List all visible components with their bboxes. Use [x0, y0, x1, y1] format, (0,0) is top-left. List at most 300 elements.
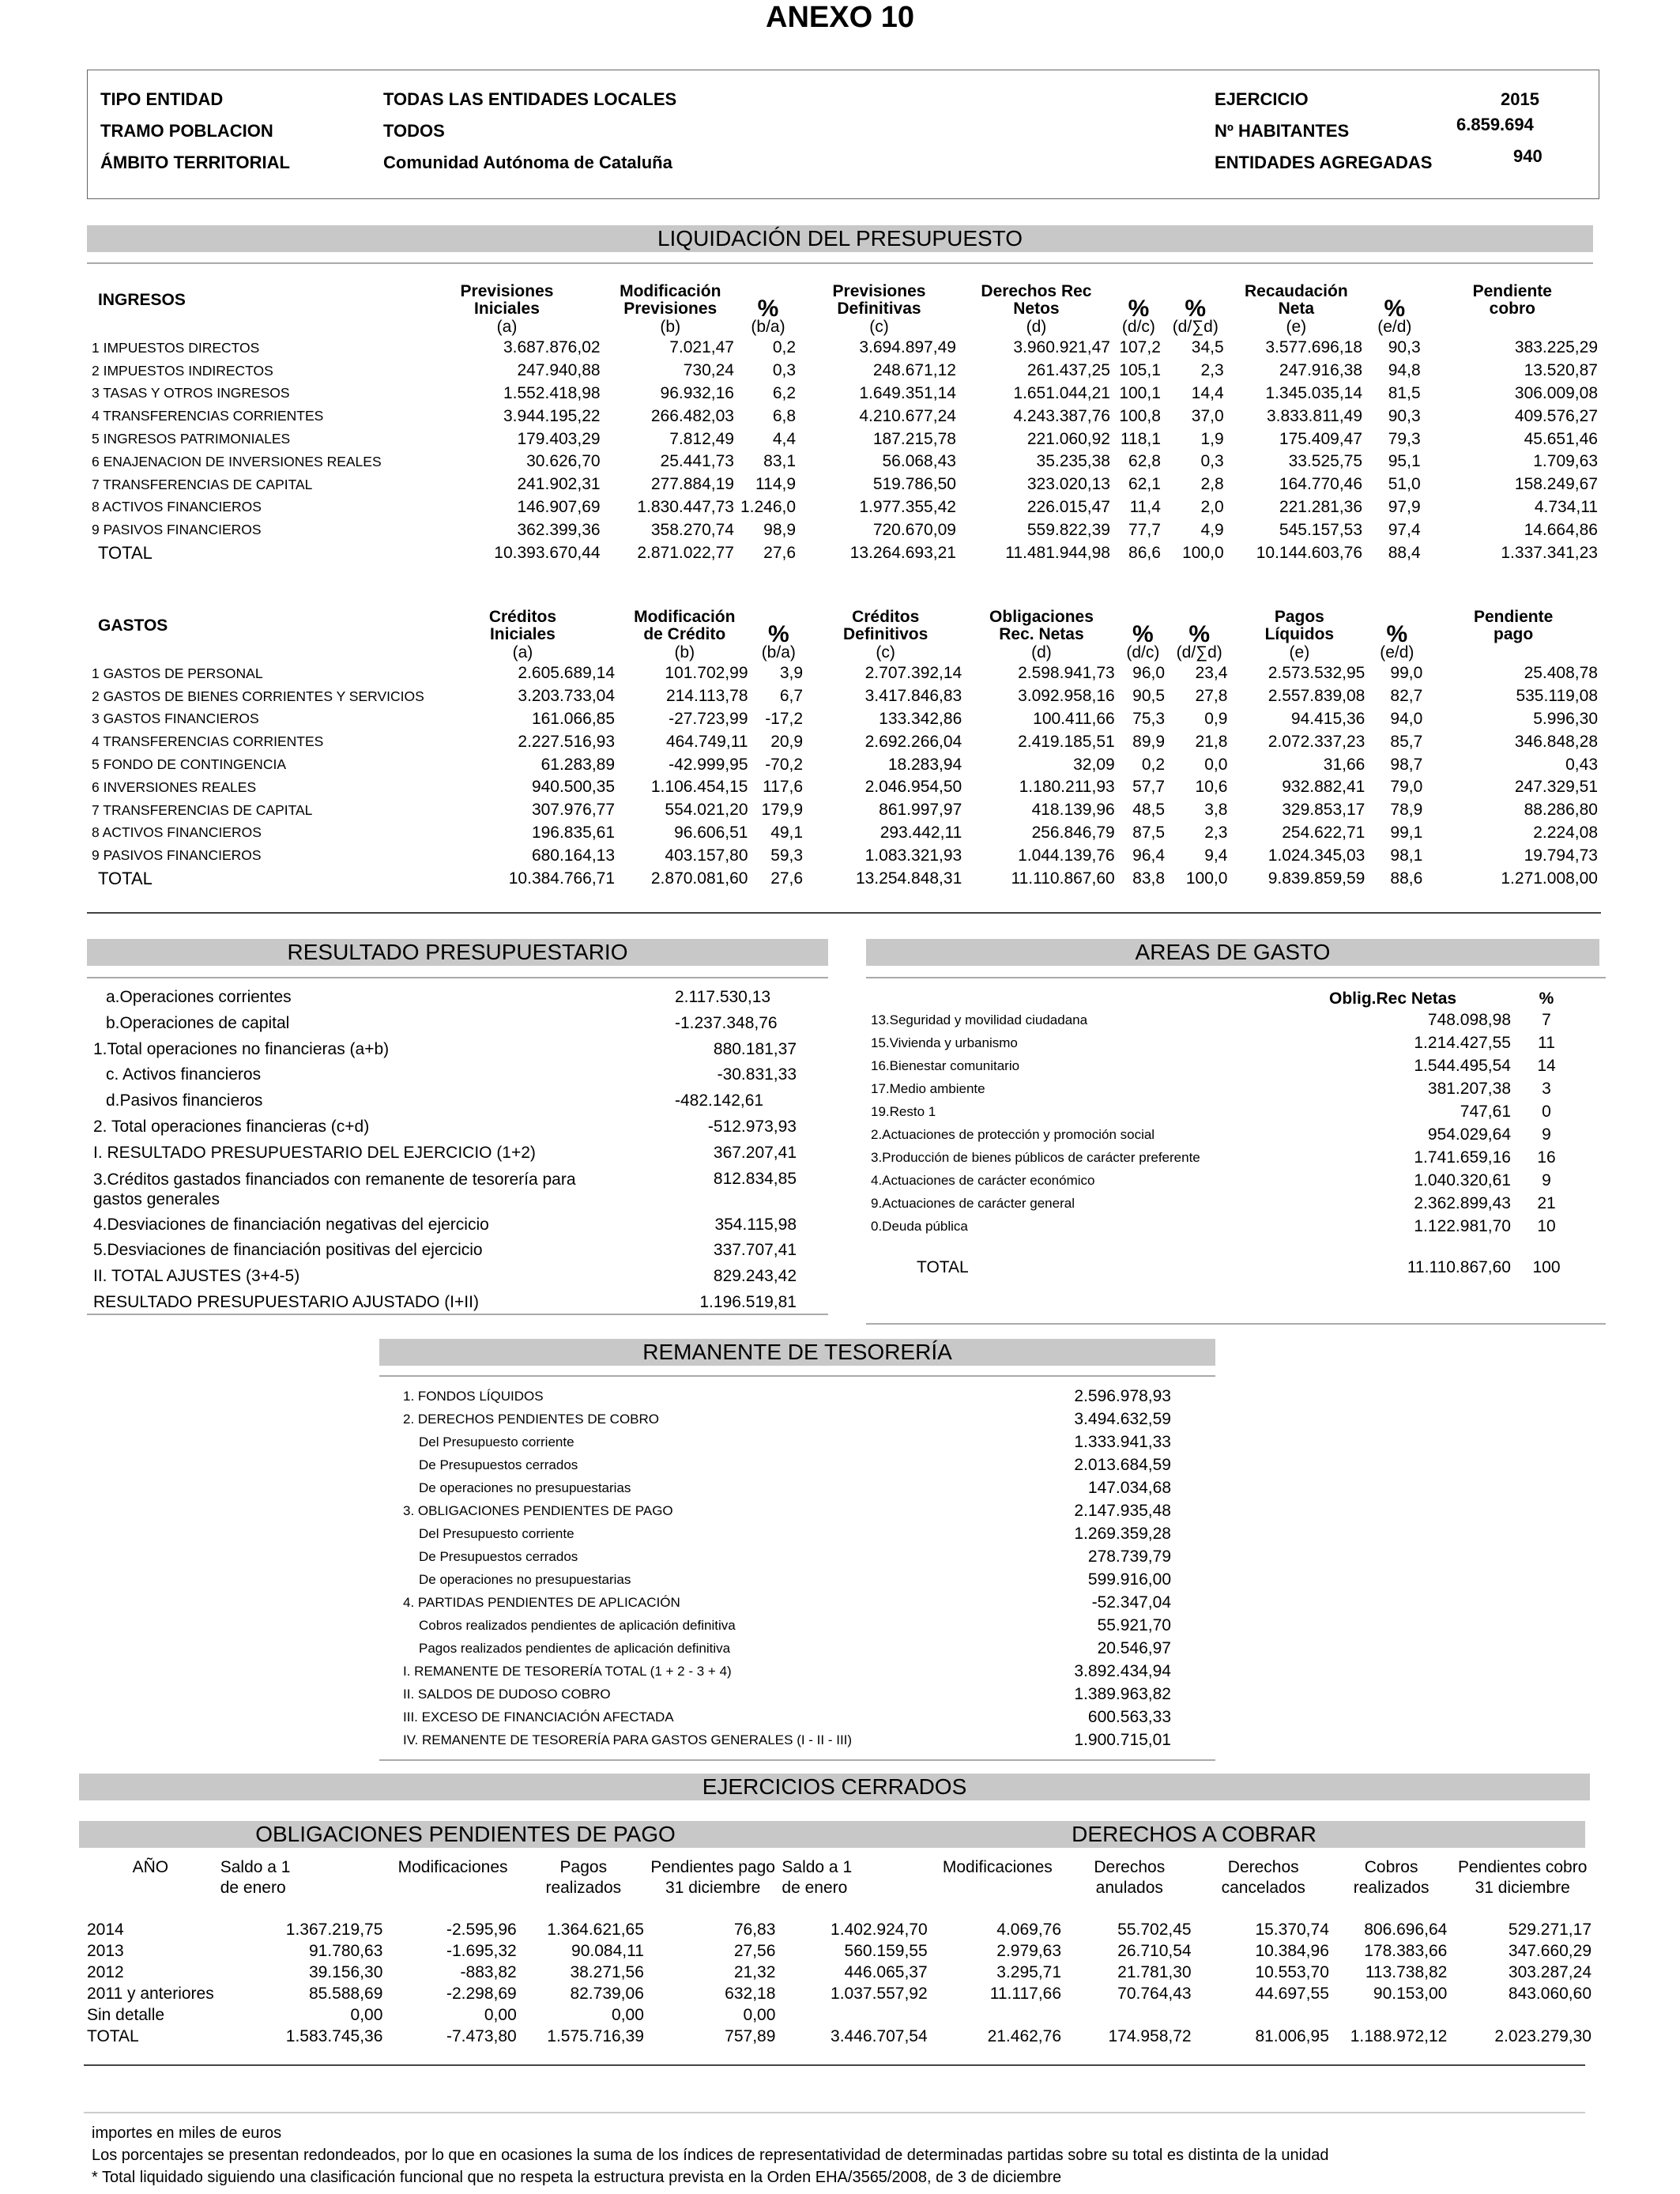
cell-value: 98,1: [1390, 846, 1423, 865]
resultado-row: [90, 1241, 828, 1267]
resultado-label: 4.Desviaciones de financiación negativas del ejercicio: [93, 1215, 489, 1234]
cell-value: 529.271,17: [1508, 1920, 1591, 1939]
areas-title-bar: [866, 939, 1599, 966]
total-row: [87, 541, 1601, 564]
cell-value: -42.999,95: [669, 755, 748, 774]
table-row: [87, 685, 1601, 708]
cell-value: 247.940,88: [517, 361, 601, 380]
spacer-cell: [87, 643, 428, 662]
year-label: 2013: [87, 1941, 124, 1960]
table-row: [84, 1983, 1595, 2004]
cell-value: 1.246,0: [740, 497, 797, 516]
row-label: 9 PASIVOS FINANCIEROS: [92, 522, 262, 538]
cell-value: 4,4: [772, 429, 797, 448]
cell-value: 940.500,35: [531, 778, 616, 797]
remanente-value: 2.147.935,48: [1074, 1501, 1171, 1520]
cell-value: 118,1: [1120, 429, 1161, 448]
area-pct: 3: [1542, 1079, 1551, 1098]
area-total-label: TOTAL: [917, 1258, 969, 1276]
table-row: [87, 518, 1601, 541]
cell-value: 90,5: [1132, 687, 1166, 706]
cell-value: 98,9: [763, 520, 797, 539]
row-label: 7 TRANSFERENCIAS DE CAPITAL: [92, 801, 313, 818]
cell-value: 1.830.447,73: [637, 497, 734, 516]
footer-note-1: importes en miles de euros: [92, 2124, 282, 2142]
cell-value: 1.180.211,93: [1019, 778, 1115, 797]
cell-value: 2,3: [1204, 823, 1228, 842]
cell-value: 3.944.195,22: [503, 406, 601, 425]
cell-value: 329.853,17: [1282, 801, 1365, 820]
column-header: Pendientes cobro 31 diciembre: [1457, 1858, 1588, 1897]
resultado-value: 880.181,37: [713, 1039, 797, 1058]
column-header: %: [1386, 621, 1408, 647]
cell-value: 2.605.689,14: [518, 664, 616, 683]
row-label: 2 GASTOS DE BIENES CORRIENTES Y SERVICIOS: [92, 688, 424, 704]
cell-value: 94,0: [1390, 709, 1423, 728]
column-header: Previsiones Definitivas: [832, 282, 926, 318]
entidades-label: ENTIDADES AGREGADAS: [1215, 153, 1433, 172]
remanente-label: IV. REMANENTE DE TESORERÍA PARA GASTOS GENERALES (I - II - III): [403, 1732, 853, 1747]
cell-value: 4.243.387,76: [1013, 406, 1110, 425]
divider: [84, 2064, 1585, 2066]
cell-value: 77,7: [1128, 520, 1161, 539]
year-label: 2014: [87, 1920, 124, 1939]
row-label: 4 TRANSFERENCIAS CORRIENTES: [92, 733, 324, 750]
column-letter: [1424, 318, 1601, 337]
areas-table: [868, 990, 1579, 1277]
resultado-value: -482.142,61: [675, 1091, 764, 1110]
table-row: [87, 730, 1601, 753]
column-letter: (e): [1286, 318, 1307, 336]
table-row: [87, 496, 1601, 519]
cell-value: 38.271,56: [570, 1962, 644, 1981]
header-box: [87, 70, 1599, 199]
cell-value: 535.119,08: [1516, 687, 1598, 706]
cell-value: 2.046.954,50: [864, 778, 962, 797]
cell-value: 20,9: [770, 732, 804, 751]
area-value: 2.362.899,43: [1414, 1193, 1511, 1212]
resultado-value: 354.115,98: [714, 1215, 797, 1234]
cell-value: [931, 2004, 1064, 2026]
cell-value: 1.651.044,21: [1013, 383, 1110, 402]
cell-value: 178.383,66: [1364, 1941, 1448, 1960]
remanente-value: 1.900.715,01: [1074, 1730, 1171, 1749]
cell-value: 82,7: [1390, 687, 1423, 706]
area-pct: 10: [1537, 1216, 1556, 1235]
cell-value: 82.739,06: [570, 1984, 644, 2003]
row-label: 7 TRANSFERENCIAS DE CAPITAL: [92, 476, 313, 492]
table-row: [87, 753, 1601, 776]
table-row: [87, 450, 1601, 473]
cell-value: 96.932,16: [660, 383, 734, 402]
cell-value: 0,9: [1204, 709, 1228, 728]
resultado-value: 829.243,42: [713, 1267, 797, 1286]
table-row: [87, 428, 1601, 450]
divider: [87, 1314, 828, 1315]
column-letter: (d/c): [1121, 318, 1155, 336]
cell-value: 117,6: [763, 778, 804, 797]
footer-note-3: * Total liquidado siguiendo una clasificación funcional que no respeta la estructura prevista en la Orden EHA/3565/2008, de 3 de diciembre: [92, 2169, 1062, 2186]
remanente-row: [400, 1614, 1174, 1637]
resultado-value: -30.831,33: [717, 1065, 797, 1084]
column-header: AÑO: [132, 1858, 169, 1876]
resultado-value: 1.196.519,81: [699, 1292, 797, 1311]
resultado-value: 812.834,85: [713, 1169, 797, 1188]
cell-value: 91.780,63: [308, 1941, 383, 1960]
remanente-row: [400, 1545, 1174, 1568]
cell-value: 1.709,63: [1533, 452, 1598, 471]
cell-value: 3.577.696,18: [1265, 338, 1363, 357]
cell-value: 1.402.924,70: [831, 1920, 928, 1939]
remanente-row: [400, 1408, 1174, 1431]
cell-value: 418.139,96: [1031, 801, 1115, 820]
resultado-label: RESULTADO PRESUPUESTARIO AJUSTADO (I+II): [93, 1292, 479, 1311]
cell-value: 179,9: [761, 801, 804, 820]
total-value: 1.271.008,00: [1501, 869, 1598, 888]
column-letter: (a): [512, 643, 533, 662]
cell-value: 33.525,75: [1288, 452, 1363, 471]
cell-value: 11,4: [1129, 497, 1161, 516]
column-header: Modificación de Crédito: [634, 608, 736, 643]
table-row: [87, 799, 1601, 822]
table-row: [87, 473, 1601, 496]
habitantes-label: Nº HABITANTES: [1215, 121, 1350, 141]
ingresos-section-label: INGRESOS: [98, 291, 186, 309]
column-header: Créditos Definitivos: [842, 608, 929, 643]
cell-value: 3.446.707,54: [831, 2026, 928, 2045]
cell-value: 383.225,29: [1514, 338, 1598, 357]
areas-col-value: Oblig.Rec Netas: [1329, 990, 1457, 1008]
cell-value: 98,7: [1390, 755, 1423, 774]
resultado-label: 2. Total operaciones financieras (c+d): [93, 1117, 370, 1136]
cell-value: 1.649.351,14: [859, 383, 956, 402]
cell-value: 347.660,29: [1508, 1941, 1591, 1960]
cell-value: [1332, 2004, 1450, 2026]
cell-value: 31,66: [1323, 755, 1365, 774]
cell-value: 6,7: [779, 687, 804, 706]
column-letter: (d/c): [1126, 643, 1160, 662]
remanente-value: -52.347,04: [1091, 1593, 1171, 1612]
area-row: [868, 1054, 1579, 1077]
cell-value: 226.015,47: [1026, 497, 1110, 516]
area-row: [868, 1169, 1579, 1192]
cell-value: 409.576,27: [1514, 406, 1598, 425]
table-row: [84, 2004, 1595, 2026]
cell-value: 2.707.392,14: [864, 664, 962, 683]
row-label: 3 TASAS Y OTROS INGRESOS: [92, 385, 290, 401]
cell-value: 78,9: [1390, 801, 1423, 820]
cell-value: 0,00: [350, 2005, 383, 2024]
cell-value: 79,3: [1388, 429, 1421, 448]
remanente-value: 599.916,00: [1087, 1570, 1171, 1589]
resultado-value: -512.973,93: [707, 1117, 797, 1136]
cell-value: 4.069,76: [996, 1920, 1062, 1939]
cell-value: [1064, 2004, 1195, 2026]
cell-value: 11.117,66: [989, 1984, 1062, 2003]
total-row: [87, 867, 1601, 890]
cell-value: [1450, 2004, 1595, 2026]
remanente-label: Del Presupuesto corriente: [419, 1525, 574, 1541]
cell-value: 99,1: [1390, 823, 1423, 842]
resultado-row: [90, 1267, 828, 1293]
cell-value: 0,0: [1204, 755, 1228, 774]
habitantes-value: 6.859.694: [1456, 115, 1534, 134]
row-label: 8 ACTIVOS FINANCIEROS: [92, 824, 262, 841]
cell-value: 27,8: [1195, 687, 1228, 706]
area-value: 1.122.981,70: [1414, 1216, 1511, 1235]
remanente-label: 4. PARTIDAS PENDIENTES DE APLICACIÓN: [403, 1594, 680, 1610]
total-value: 10.393.670,44: [494, 543, 601, 562]
cell-value: 247.916,38: [1279, 361, 1363, 380]
cell-value: 0,2: [772, 338, 797, 357]
tipo-entidad-value: TODAS LAS ENTIDADES LOCALES: [383, 89, 677, 109]
remanente-row: [400, 1499, 1174, 1522]
cell-value: 932.882,41: [1282, 778, 1365, 797]
column-letter: (e/d): [1377, 318, 1412, 336]
resultado-label: d.Pasivos financieros: [106, 1091, 263, 1110]
cell-value: -2.298,69: [446, 1984, 517, 2003]
cell-value: 1.575.716,39: [547, 2026, 644, 2045]
remanente-value: 278.739,79: [1087, 1547, 1171, 1566]
cell-value: -27.723,99: [669, 709, 748, 728]
tipo-entidad-label: TIPO ENTIDAD: [100, 89, 224, 109]
cell-value: 4.734,11: [1534, 497, 1598, 516]
cell-value: 35.235,38: [1036, 452, 1110, 471]
obligaciones-title: OBLIGACIONES PENDIENTES DE PAGO: [255, 1822, 676, 1846]
resultado-row: [90, 1040, 828, 1066]
cell-value: [778, 2004, 930, 2026]
column-header: Pendiente pago: [1473, 608, 1554, 643]
remanente-label: Del Presupuesto corriente: [419, 1434, 574, 1449]
cell-value: 96.606,51: [674, 823, 748, 842]
cell-value: 164.770,46: [1279, 475, 1363, 494]
cell-value: 19.794,73: [1524, 846, 1598, 865]
liquidacion-title-bar: [87, 225, 1593, 252]
cell-value: -2.595,96: [446, 1920, 517, 1939]
total-value: 27,6: [763, 543, 797, 562]
cell-value: 79,0: [1390, 778, 1423, 797]
cell-value: 559.822,39: [1026, 520, 1110, 539]
total-value: 2.871.022,77: [637, 543, 734, 562]
cell-value: 57,7: [1132, 778, 1166, 797]
cell-value: 256.846,79: [1031, 823, 1115, 842]
cell-value: -17,2: [765, 709, 804, 728]
divider: [866, 1323, 1606, 1325]
table-row: [87, 405, 1601, 428]
cell-value: 464.749,11: [665, 732, 748, 751]
cell-value: 1.188.972,12: [1350, 2026, 1448, 2045]
remanente-row: [400, 1683, 1174, 1706]
cell-value: 293.442,11: [880, 823, 962, 842]
remanente-label: De Presupuestos cerrados: [419, 1548, 578, 1564]
area-pct: 0: [1542, 1102, 1551, 1121]
cell-value: 161.066,85: [531, 709, 616, 728]
resultado-row: [90, 1065, 828, 1091]
column-letter: (c): [869, 318, 889, 336]
column-header: Recaudación Neta: [1244, 282, 1348, 318]
cell-value: 10,6: [1195, 778, 1228, 797]
resultado-label: 3.Créditos gastados financiados con remanente de tesorería para gastos generales: [93, 1170, 576, 1208]
area-label: 15.Vivienda y urbanismo: [871, 1035, 1018, 1050]
cell-value: 247.329,51: [1514, 778, 1598, 797]
cell-value: -70,2: [765, 755, 804, 774]
cell-value: 4.210.677,24: [859, 406, 956, 425]
cell-value: 49,1: [770, 823, 804, 842]
column-header: %: [1132, 621, 1154, 647]
cell-value: 5.996,30: [1533, 709, 1598, 728]
cell-value: 358.270,74: [650, 520, 734, 539]
column-letter: (b): [660, 318, 681, 336]
cell-value: 75,3: [1132, 709, 1166, 728]
area-total-value: 11.110.867,60: [1407, 1258, 1511, 1276]
cell-value: 4,9: [1200, 520, 1224, 539]
cell-value: 3.295,71: [996, 1962, 1062, 1981]
cell-value: 2.227.516,93: [518, 732, 616, 751]
cell-value: 87,5: [1132, 823, 1166, 842]
ejercicios-title: EJERCICIOS CERRADOS: [702, 1774, 967, 1799]
cell-value: 861.997,97: [879, 801, 962, 820]
cell-value: 105,1: [1119, 361, 1161, 380]
liquidacion-title: LIQUIDACIÓN DEL PRESUPUESTO: [657, 226, 1023, 251]
cell-value: 25.441,73: [660, 452, 734, 471]
total-value: 83,8: [1132, 869, 1166, 888]
cell-value: 146.907,69: [517, 497, 601, 516]
cell-value: 757,89: [725, 2026, 776, 2045]
total-value: 10.384.766,71: [508, 869, 616, 888]
table-row: [87, 844, 1601, 867]
table-row: [87, 383, 1601, 405]
cell-value: 100,8: [1119, 406, 1161, 425]
table-row: [87, 822, 1601, 845]
cell-value: 1.106.454,15: [650, 778, 748, 797]
remanente-row: [400, 1476, 1174, 1499]
cell-value: 1.552.418,98: [503, 383, 601, 402]
area-row: [868, 1031, 1579, 1054]
spacer-cell: [87, 318, 410, 337]
area-value: 1.544.495,54: [1414, 1056, 1511, 1075]
divider: [84, 2112, 1585, 2113]
cell-value: 95,1: [1388, 452, 1421, 471]
column-letter: (e): [1289, 643, 1310, 662]
column-letter: (b/a): [761, 643, 796, 662]
cell-value: 133.342,86: [879, 709, 962, 728]
remanente-value: 3.892.434,94: [1074, 1661, 1171, 1680]
column-header: %: [767, 621, 789, 647]
derechos-title: DERECHOS A COBRAR: [1072, 1822, 1317, 1846]
total-value: 2.870.081,60: [650, 869, 748, 888]
cell-value: 196.835,61: [531, 823, 616, 842]
gastos-table: [87, 609, 1601, 890]
area-pct: 16: [1537, 1148, 1556, 1167]
resultado-row: [90, 1144, 828, 1170]
row-label: 3 GASTOS FINANCIEROS: [92, 711, 259, 727]
resultado-label: b.Operaciones de capital: [106, 1013, 290, 1032]
divider: [87, 262, 1593, 264]
column-letter: (b): [674, 643, 695, 662]
cell-value: 346.848,28: [1514, 732, 1598, 751]
remanente-table: [400, 1385, 1174, 1751]
remanente-row: [400, 1637, 1174, 1660]
remanente-row: [400, 1591, 1174, 1614]
column-letter: (c): [876, 643, 895, 662]
cell-value: 9,4: [1204, 846, 1228, 865]
cell-value: 1.367.219,75: [285, 1920, 383, 1939]
cell-value: 34,5: [1191, 338, 1224, 357]
cell-value: 843.060,60: [1508, 1984, 1591, 2003]
cell-value: 3,9: [779, 664, 804, 683]
cell-value: 632,18: [725, 1984, 776, 2003]
table-row: [87, 662, 1601, 685]
remanente-label: 1. FONDOS LÍQUIDOS: [403, 1388, 544, 1404]
remanente-label: Cobros realizados pendientes de aplicación definitiva: [419, 1617, 736, 1633]
total-value: 10.144.603,76: [1256, 543, 1363, 562]
resultado-value: 367.207,41: [713, 1143, 797, 1162]
cell-value: 89,9: [1132, 732, 1166, 751]
column-header: %: [757, 296, 779, 322]
cell-value: 680.164,13: [531, 846, 616, 865]
cell-value: 27,56: [733, 1941, 776, 1960]
ejercicio-value: 2015: [1501, 89, 1539, 109]
remanente-title-bar: [379, 1339, 1215, 1366]
cell-value: 39.156,30: [308, 1962, 383, 1981]
row-label: 5 FONDO DE CONTINGENCIA: [92, 756, 286, 773]
cell-value: 2.023.279,30: [1494, 2026, 1591, 2045]
column-letter: (d/∑d): [1172, 318, 1219, 336]
cell-value: 1.345.035,14: [1265, 383, 1363, 402]
area-label: 13.Seguridad y movilidad ciudadana: [871, 1012, 1088, 1027]
remanente-row: [400, 1385, 1174, 1408]
cell-value: 26.710,54: [1117, 1941, 1192, 1960]
year-label: TOTAL: [87, 2026, 139, 2045]
area-label: 16.Bienestar comunitario: [871, 1057, 1020, 1073]
cell-value: 94,8: [1388, 361, 1421, 380]
cell-value: 48,5: [1132, 801, 1166, 820]
total-value: 13.264.693,21: [849, 543, 956, 562]
remanente-row: [400, 1568, 1174, 1591]
remanente-row: [400, 1660, 1174, 1683]
cell-value: 100.411,66: [1033, 709, 1115, 728]
remanente-value: 20.546,97: [1097, 1638, 1171, 1657]
total-label: TOTAL: [98, 542, 153, 563]
cell-value: 158.249,67: [1514, 475, 1598, 494]
cell-value: -1.695,32: [446, 1941, 517, 1960]
column-header: Pagos realizados: [545, 1858, 622, 1897]
column-header: %: [1128, 296, 1150, 322]
divider: [866, 977, 1606, 978]
area-value: 1.214.427,55: [1414, 1033, 1511, 1052]
remanente-value: 147.034,68: [1087, 1478, 1171, 1497]
cell-value: 59,3: [770, 846, 804, 865]
resultado-value: 2.117.530,13: [675, 988, 771, 1006]
area-value: 1.741.659,16: [1414, 1148, 1511, 1167]
row-label: 8 ACTIVOS FINANCIEROS: [92, 499, 262, 515]
table-row: [84, 1940, 1595, 1962]
remanente-value: 2.013.684,59: [1074, 1455, 1171, 1474]
total-value: 86,6: [1128, 543, 1161, 562]
cell-value: 730,24: [683, 361, 734, 380]
cell-value: 0,43: [1565, 755, 1598, 774]
tramo-value: TODOS: [383, 121, 445, 141]
column-letter: [1426, 643, 1601, 662]
cell-value: 1.583.745,36: [285, 2026, 383, 2045]
row-label: 2 IMPUESTOS INDIRECTOS: [92, 362, 273, 379]
area-label: 2.Actuaciones de protección y promoción social: [871, 1126, 1155, 1142]
remanente-label: Pagos realizados pendientes de aplicación definitiva: [419, 1640, 731, 1656]
cell-value: 214.113,78: [665, 687, 748, 706]
table-row: [84, 1919, 1595, 1940]
area-pct: 11: [1538, 1033, 1555, 1052]
cell-value: 96,0: [1132, 664, 1166, 683]
